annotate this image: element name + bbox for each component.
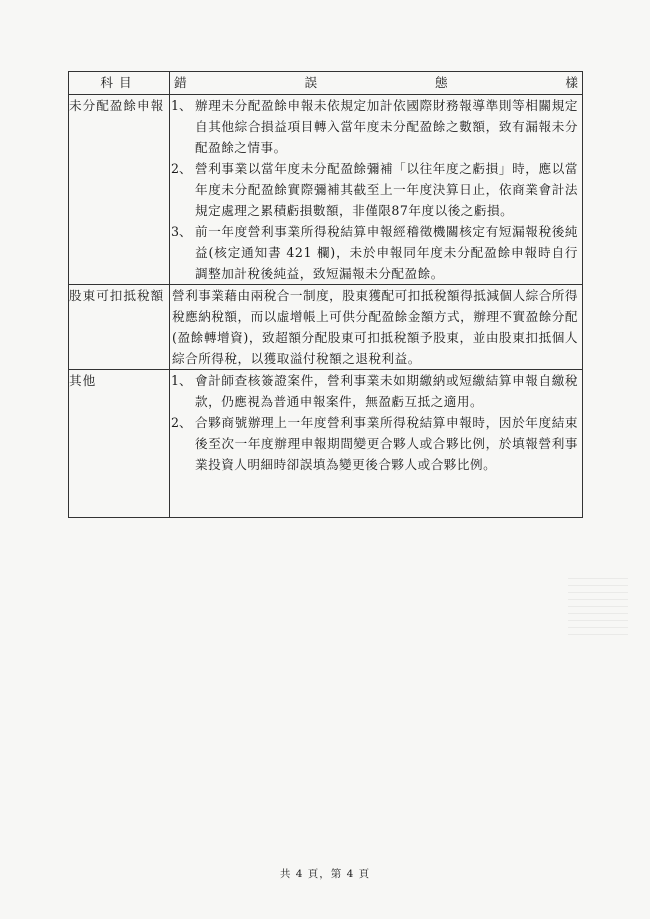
header-char: 態 (434, 75, 448, 90)
table-row (69, 370, 583, 518)
item-text: 前一年度營利事業所得稅結算申報經稽徵機關核定有短漏報稅後純益(核定通知書 421 欄)，未於申報同年度未分配盈餘申報時自行調整加計稅後純益，致短漏報未分配盈餘。 (195, 224, 578, 281)
row-subject: 未分配盈餘申報 (69, 95, 170, 285)
item-number: 1、 (171, 373, 192, 388)
item-text: 辦理未分配盈餘申報未依規定加計依國際財務報導準則等相關規定自其他綜合損益項目轉入當年度未分配盈餘之數額，致有漏報未分配盈餘之情事。 (195, 98, 578, 155)
table-row (69, 285, 583, 370)
paragraph-text: 營利事業藉由兩稅合一制度，股東獲配可扣抵稅額得抵減個人綜合所得稅應納稅額，而以虛增帳上可供分配盈餘金額方式，辦理不實盈餘分配(盈餘轉增資)，致超額分配股東可扣抵稅額予股東，並由股東扣抵個人綜合所得稅，以獲取溢付稅額之退稅利益。 (172, 288, 578, 366)
page-number: 共 4 頁，第 4 頁 (279, 868, 371, 880)
row-subject: 其他 (69, 370, 170, 518)
header-char: 錯 (174, 75, 187, 90)
header-char: 誤 (304, 75, 318, 90)
item-number: 2、 (171, 161, 192, 176)
list-item (170, 412, 582, 475)
table-row (69, 95, 583, 285)
item-number: 1、 (171, 98, 192, 113)
row-content (170, 95, 583, 285)
list-item (170, 158, 582, 221)
row-content (170, 285, 583, 370)
item-text: 會計師查核簽證案件，營利事業未如期繳納或短繳結算申報自繳稅款，仍應視為普通申報案件，無盈虧互抵之適用。 (195, 373, 578, 409)
table-header-row (69, 72, 583, 95)
list-item (170, 370, 582, 412)
error-patterns-table (68, 71, 583, 518)
item-text: 營利事業以當年度未分配盈餘彌補「以往年度之虧損」時，應以當年度未分配盈餘實際彌補其截至上一年度決算日止，依商業會計法規定處理之累積虧損數額，非僅限87年度以後之虧損。 (195, 161, 578, 218)
row-subject: 股東可扣抵稅額 (69, 285, 170, 370)
header-error-patterns (170, 72, 583, 95)
item-text: 合夥商號辦理上一年度營利事業所得稅結算申報時，因於年度結束後至次一年度辦理申報期間變更合夥人或合夥比例，於填報營利事業投資人明細時卻誤填為變更後合夥人或合夥比例。 (195, 415, 578, 472)
scan-bleed-through (568, 575, 628, 635)
item-number: 2、 (171, 415, 192, 430)
list-item (170, 95, 582, 158)
header-char: 樣 (565, 75, 578, 90)
row-content (170, 370, 583, 518)
item-number: 3、 (171, 224, 192, 239)
list-item (170, 221, 582, 284)
header-subject: 科目 (69, 72, 170, 95)
